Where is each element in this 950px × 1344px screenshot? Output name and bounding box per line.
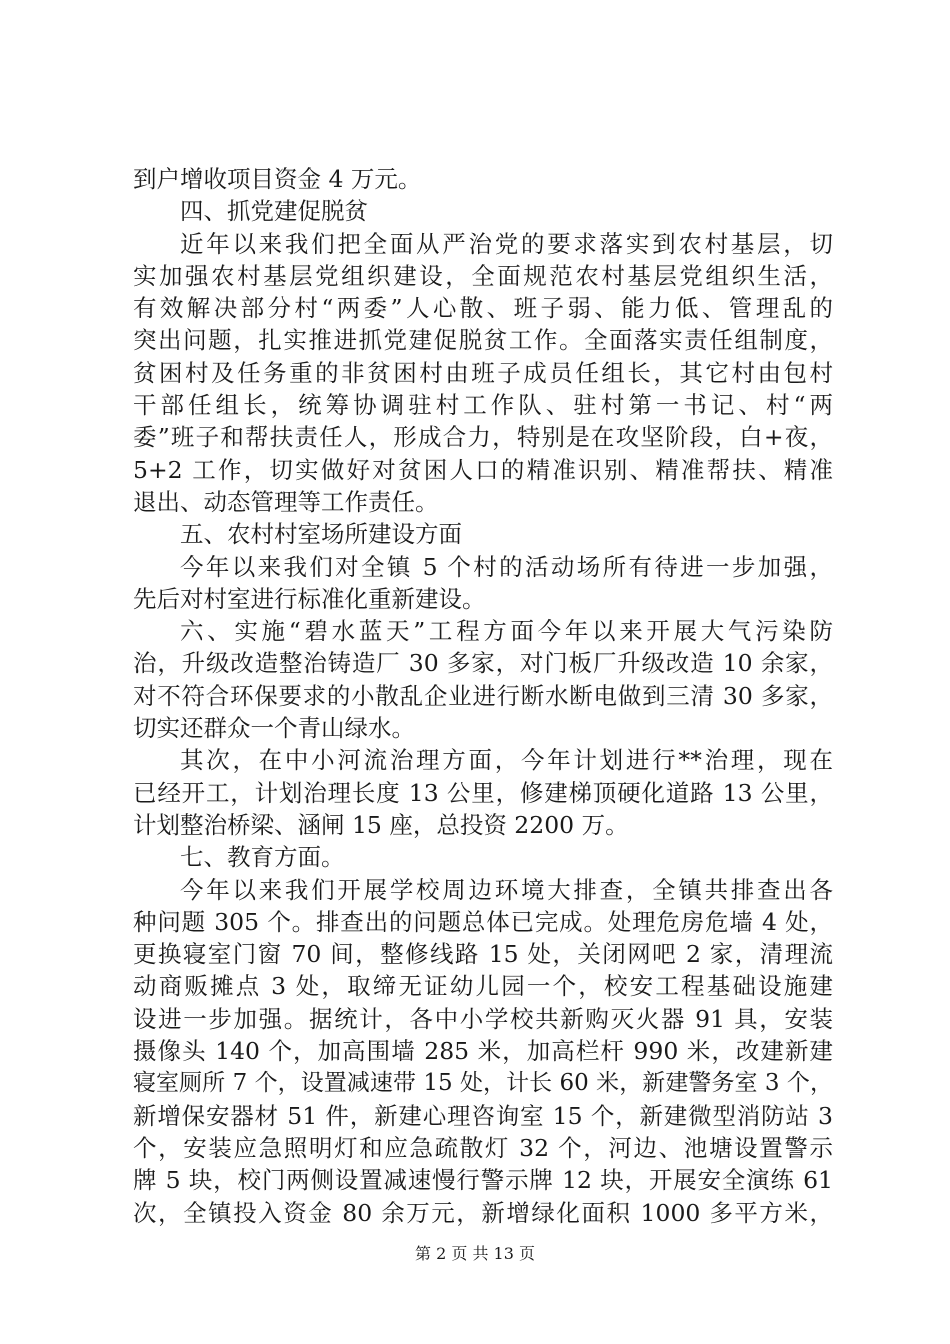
document-body: [133, 163, 833, 1229]
text-line: 四、抓党建促脱贫: [180, 197, 368, 226]
text-line: 六、实施“碧水蓝天”工程方面今年以来开展大气污染防: [180, 617, 833, 646]
text-line: 个，安装应急照明灯和应急疏散灯 32 个，河边、池塘设置警示: [133, 1133, 833, 1162]
text-line: 其次，在中小河流治理方面，今年计划进行**治理，现在: [180, 746, 833, 775]
text-line: 已经开工，计划治理长度 13 公里，修建梯顶硬化道路 13 公里，: [133, 778, 833, 807]
text-line: 对不符合环保要求的小散乱企业进行断水断电做到三清 30 多家，: [133, 681, 833, 710]
page-footer: 第 2 页 共 13 页: [415, 1244, 535, 1263]
text-line: 动商贩摊点 3 处，取缔无证幼儿园一个，校安工程基础设施建: [133, 972, 833, 1001]
text-line: 摄像头 140 个，加高围墙 285 米，加高栏杆 990 米，改建新建: [133, 1037, 833, 1066]
text-line: 次，全镇投入资金 80 余万元，新增绿化面积 1000 多平方米，: [133, 1198, 833, 1227]
text-line: 治，升级改造整治铸造厂 30 多家，对门板厂升级改造 10 余家，: [133, 649, 833, 678]
text-line: 今年以来我们对全镇 5 个村的活动场所有待进一步加强，: [180, 552, 833, 581]
text-line: 干部任组长，统筹协调驻村工作队、驻村第一书记、村“两: [133, 391, 833, 420]
text-line: 实加强农村基层党组织建设，全面规范农村基层党组织生活，: [133, 261, 833, 290]
text-line: 更换寝室门窗 70 间，整修线路 15 处，关闭网吧 2 家，清理流: [133, 940, 833, 969]
text-line: 有效解决部分村“两委”人心散、班子弱、能力低、管理乱的: [133, 294, 833, 323]
text-line: 七、教育方面。: [180, 843, 345, 872]
text-line: 到户增收项目资金 4 万元。: [133, 165, 422, 193]
text-line: 设进一步加强。据统计，各中小学校共新购灭火器 91 具，安装: [133, 1004, 833, 1033]
text-line: 先后对村室进行标准化重新建设。: [133, 584, 486, 613]
text-line: 五、农村村室场所建设方面: [180, 520, 462, 549]
text-line: 寝室厕所 7 个，设置减速带 15 处，计长 60 米，新建警务室 3 个，: [133, 1070, 833, 1097]
text-line: 新增保安器材 51 件，新建心理咨询室 15 个，新建微型消防站 3: [133, 1101, 833, 1130]
text-line: 今年以来我们开展学校周边环境大排查，全镇共排查出各: [180, 875, 833, 904]
text-line: 计划整治桥梁、涵闸 15 座，总投资 2200 万。: [133, 810, 629, 839]
text-line: 委”班子和帮扶责任人，形成合力，特别是在攻坚阶段，白+夜，: [133, 423, 833, 452]
text-line: 牌 5 块，校门两侧设置减速慢行警示牌 12 块，开展安全演练 61: [133, 1166, 833, 1195]
text-line: 突出问题，扎实推进抓党建促脱贫工作。全面落实责任组制度，: [133, 326, 833, 355]
text-line: 切实还群众一个青山绿水。: [133, 714, 415, 743]
text-line: 种问题 305 个。排查出的问题总体已完成。处理危房危墙 4 处，: [133, 907, 833, 936]
text-line: 5+2 工作，切实做好对贫困人口的精准识别、精准帮扶、精准: [133, 455, 833, 484]
text-line: 退出、动态管理等工作责任。: [133, 487, 439, 516]
text-line: 近年以来我们把全面从严治党的要求落实到农村基层，切: [180, 229, 833, 258]
text-line: 贫困村及任务重的非贫困村由班子成员任组长，其它村由包村: [133, 358, 833, 387]
